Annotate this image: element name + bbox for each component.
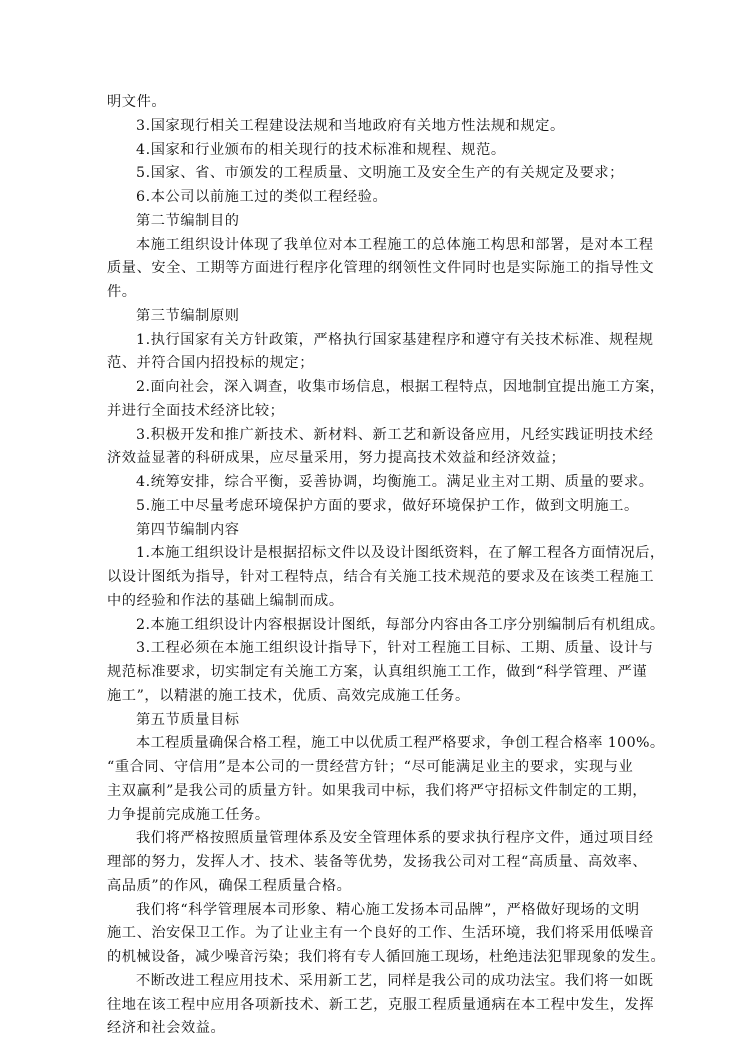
text-line: 5.国家、省、市颁发的工程质量、文明施工及安全生产的有关规定及要求； <box>136 165 624 181</box>
text-line: 4.国家和行业颁布的相关现行的技术标准和规程、规范。 <box>136 142 506 158</box>
text-line: 3.国家现行相关工程建设法规和当地政府有关地方性法规和规定。 <box>136 118 565 134</box>
text-line: 并进行全面技术经济比较； <box>107 403 285 419</box>
text-line: 我们将“科学管理展本司形象、精心施工发扬本司品牌”，严格做好现场的文明 <box>136 902 640 918</box>
text-line: 3.工程必须在本施工组织设计指导下，针对工程施工目标、工期、质量、设计与 <box>136 640 654 656</box>
text-line: 范、并符合国内招投标的规定； <box>107 355 315 371</box>
text-line: 中的经验和作法的基础上编制而成。 <box>107 593 344 609</box>
text-line: 2.面向社会，深入调查，收集市场信息，根据工程特点，因地制宜提出施工方案， <box>136 379 665 395</box>
text-line: 5.施工中尽量考虑环境保护方面的要求，做好环境保护工作，做到文明施工。 <box>136 498 639 514</box>
text-line: 明文件。 <box>107 94 167 110</box>
text-line: 1.执行国家有关方针政策，严格执行国家基建程序和遵守有关技术标准、规程规 <box>136 332 654 348</box>
text-line: 经济和社会效益。 <box>107 1020 226 1036</box>
text-line: 高品质”的作风，确保工程质量合格。 <box>107 878 352 894</box>
text-line: 济效益显著的科研成果，应尽量采用，努力提高技术效益和经济效益； <box>107 450 566 466</box>
text-line: “重合同、守信用”是本公司的一贯经营方针；“尽可能满足业主的要求，实现与业 <box>107 759 634 775</box>
text-line: 不断改进工程应用技术、采用新工艺，同样是我公司的成功法宝。我们将一如既 <box>136 973 654 989</box>
text-line: 质量、安全、工期等方面进行程序化管理的纲领性文件同时也是实际施工的指导性文 <box>107 260 655 276</box>
section-heading: 第二节编制目的 <box>136 213 240 229</box>
text-line: 往地在该工程中应用各项新技术、新工艺，克服工程质量通病在本工程中发生，发挥 <box>107 997 655 1013</box>
text-line: 施工、治安保卫工作。为了让业主有一个良好的工作、生活环境，我们将采用低噪音 <box>107 925 655 941</box>
text-line: 本施工组织设计体现了我单位对本工程施工的总体施工构思和部署，是对本工程 <box>136 237 654 253</box>
text-line: 力争提前完成施工任务。 <box>107 807 270 823</box>
section-heading: 第五节质量目标 <box>136 712 240 728</box>
text-line: 件。 <box>107 284 137 300</box>
text-line: 以设计图纸为指导，针对工程特点，结合有关施工技术规范的要求及在该类工程施工 <box>107 569 655 585</box>
text-line: 1.本施工组织设计是根据招标文件以及设计图纸资料，在了解工程各方面情况后， <box>136 545 665 561</box>
text-line: 规范标准要求，切实制定有关施工方案，认真组织施工工作，做到“科学管理、严谨 <box>107 664 648 680</box>
section-heading: 第四节编制内容 <box>136 522 240 538</box>
text-line: 6.本公司以前施工过的类似工程经验。 <box>136 189 388 205</box>
section-heading: 第三节编制原则 <box>136 308 240 324</box>
text-line: 我们将严格按照质量管理体系及安全管理体系的要求执行程序文件，通过项目经 <box>136 830 654 846</box>
text-line: 本工程质量确保合格工程，施工中以优质工程严格要求，争创工程合格率 100%。 <box>136 735 665 751</box>
text-line: 理部的努力，发挥人才、技术、装备等优势，发扬我公司对工程“高质量、高效率、 <box>107 854 648 870</box>
text-line: 施工”，以精湛的施工技术，优质、高效完成施工任务。 <box>107 688 470 704</box>
text-line: 主双赢利”是我公司的质量方针。如果我司中标，我们将严守招标文件制定的工期， <box>107 783 648 799</box>
text-line: 4.统筹安排，综合平衡，妥善协调，均衡施工。满足业主对工期、质量的要求。 <box>136 474 654 490</box>
text-line: 3.积极开发和推广新技术、新材料、新工艺和新设备应用，凡经实践证明技术经 <box>136 427 654 443</box>
text-line: 2.本施工组织设计内容根据设计图纸，每部分内容由各工序分别编制后有机组成。 <box>136 617 665 633</box>
text-line: 的机械设备，减少噪音污染；我们将有专人循回施工现场，杜绝违法犯罪现象的发生。 <box>107 949 666 965</box>
